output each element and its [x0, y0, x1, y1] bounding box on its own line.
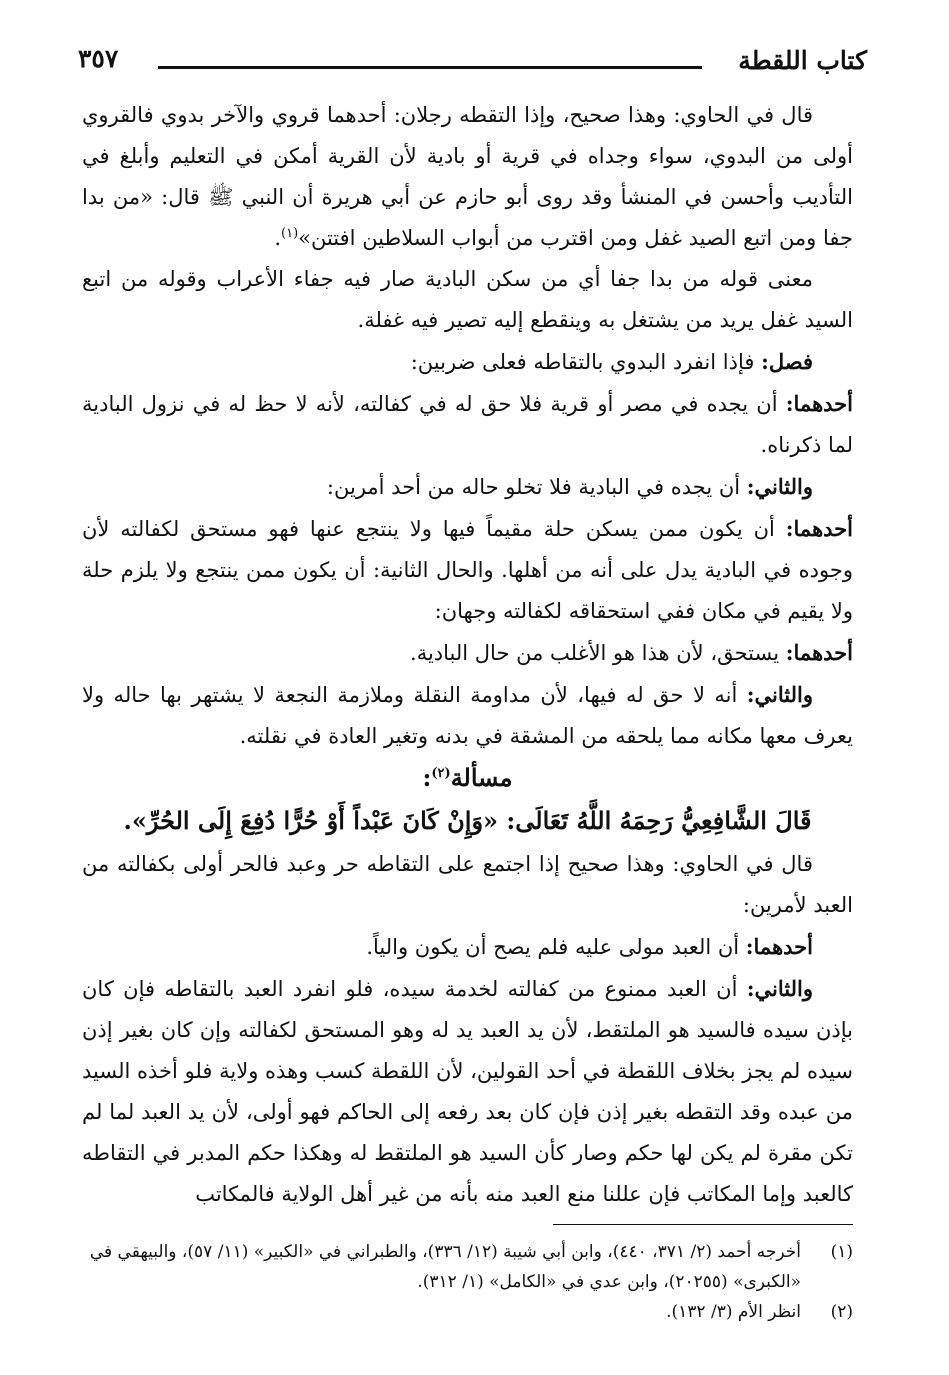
footnote-text: انظر الأم (٣/ ١٣٢). [666, 1302, 801, 1322]
issue-heading: مسألة$^{(٢)}$: [422, 763, 513, 792]
paragraph: قال في الحاوي: وهذا صحيح، وإذا التقطه رجلان: أحدهما قروي والآخر بدوي فالقروي أولى من البدوي، سواء وجداه في قرية أو بادية لأن القرية أمكن في التعليم وأبلغ في التأديب وأحسن في المنشأ وقد روى أبو حازم عن أبي هريرة أن النبي ﷺ قال: «من بدا جفا ومن اتبع الصيد غفل ومن اقترب من أبواب السلاطين افتتن»$^{(١)}$. [82, 103, 853, 250]
footnotes [82, 1237, 853, 1327]
paragraph: أحدهما: أن يكون ممن يسكن حلة مقيماً فيها ولا ينتجع عنها فهو مستحق لكفالته لأن وجوده في البادية يدل على أنه من أهلها. والحال الثانية: أن يكون ممن ينتجع ولا يلزم حلة ولا يقيم في مكان ففي استحقاقه لكفالته وجهان: [82, 516, 853, 623]
main-text [82, 95, 853, 1215]
paragraph: معنى قوله من بدا جفا أي من سكن البادية صار فيه جفاء الأعراب وقوله من اتبع السيد غفل يريد من يشتغل به وينقطع إليه تصير فيه غفلة. [82, 267, 853, 332]
footnote [82, 1237, 853, 1297]
footnote-divider [553, 1224, 853, 1225]
footnote-ref: (٢) [431, 766, 451, 781]
paragraph: والثاني: أن العبد ممنوع من كفالته لخدمة سيده، فلو انفرد العبد بالتقاطه فإن كان بإذن سيده فالسيد هو الملتقط، لأن يد العبد يد له وهو المستحق لكفالته وإن كان بغير إذن سيده لم يجز بخلاف اللقطة في أحد القولين، لأن اللقطة كسب وهذه ولاية فلو أخذه السيد من عبده وقد التقطه بغير إذن فإن كان بعد رفعه إلى الحاكم فهو أولى، لأن يد العبد لما لم تكن مقرة لم يكن لها حكم وصار كأن السيد هو الملتقط له وهكذا حكم المدبر في التقاطه كالعبد وإما المكاتب فإن عللنا منع العبد منه بأنه من غير أهل الولاية فالمكاتب [82, 976, 853, 1206]
section-label: فصل: [761, 349, 813, 374]
paragraph: أحدهما: أن العبد مولى عليه فلم يصح أن يكون والياً. [366, 934, 813, 959]
case-label: أحدهما: [745, 934, 813, 959]
case-label: والثاني: [746, 682, 813, 707]
header-rule [158, 66, 702, 69]
paragraph: أحدهما: يستحق، لأن هذا هو الأغلب من حال البادية. [410, 640, 853, 665]
footnote-number: (٢) [830, 1302, 853, 1322]
quoted-text: قَالَ الشَّافِعِيُّ رَحِمَهُ اللَّهُ تَعَالَى: «وَإِنْ كَانَ عَبْداً أَوْ حُرًّا دُفِعَ إِلَى الحُرِّ». [123, 806, 812, 835]
paragraph: والثاني: أن يجده في البادية فلا تخلو حاله من أحد أمرين: [326, 474, 813, 499]
footnote-number: (١) [830, 1242, 853, 1262]
case-label: أحدهما: [785, 516, 853, 541]
footnote-text: أخرجه أحمد (٢/ ٣٧١، ٤٤٠)، وابن أبي شيبة (١٢/ ٣٣٦)، والطبراني في «الكبير» (١١/ ٥٧)، والبيهقي في «الكبرى» (٢٠٢٥٥)، وابن عدي في «الكامل» (١/ ٣١٢). [89, 1242, 801, 1292]
case-label: والثاني: [746, 474, 813, 499]
footnote [82, 1297, 853, 1327]
case-label: والثاني: [746, 976, 813, 1001]
footnote-ref: (١) [281, 226, 299, 241]
paragraph: أحدهما: أن يجده في مصر أو قرية فلا حق له في كفالته، لأنه لا حظ له في نزول البادية لما ذكرناه. [82, 391, 853, 457]
paragraph: والثاني: أنه لا حق له فيها، لأن مداومة النقلة وملازمة النجعة لا يشتهر بها حاله ولا يعرف معها مكانه مما يلحقه من المشقة في بدنه وتغير العادة في نقلته. [82, 682, 853, 748]
chapter-title: كتاب اللقطة [738, 46, 867, 75]
case-label: أحدهما: [785, 640, 853, 665]
section-paragraph: فصل: فإذا انفرد البدوي بالتقاطه فعلى ضربين: [410, 349, 813, 374]
case-label: أحدهما: [785, 391, 853, 416]
page-number: ٣٥٧ [78, 44, 119, 73]
running-header [78, 40, 867, 84]
paragraph: قال في الحاوي: وهذا صحيح إذا اجتمع على التقاطه حر وعبد فالحر أولى بكفالته من العبد لأمرين: [82, 852, 853, 917]
